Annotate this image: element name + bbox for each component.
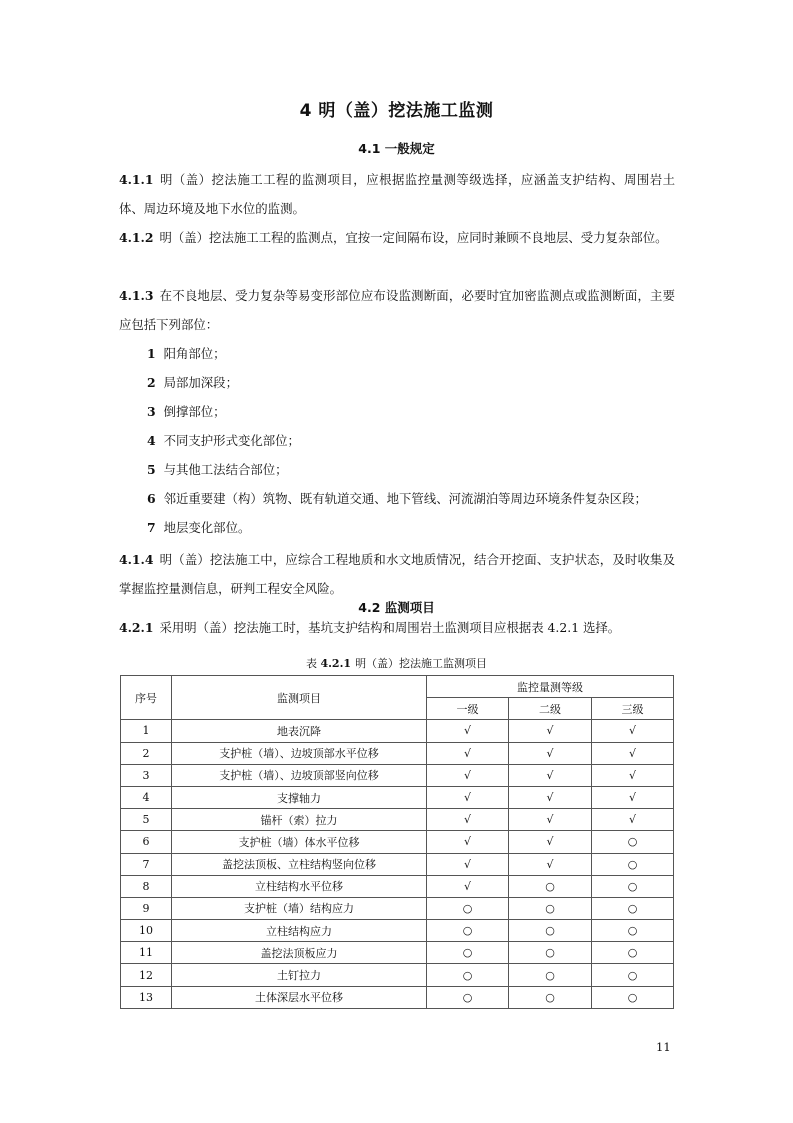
list-item-text: 与其他工法结合部位； [163, 462, 288, 477]
row-index: 3 [121, 764, 172, 786]
clause-number: 4.1.3 [119, 288, 154, 303]
row-level-2: √ [509, 764, 592, 786]
table-header-row [121, 676, 674, 698]
clause-4-2-1 [119, 613, 675, 642]
row-level-2: √ [509, 853, 592, 875]
row-index: 11 [121, 942, 172, 964]
clause-number: 4.2.1 [119, 620, 154, 635]
clause-number: 4.1.1 [119, 172, 154, 187]
clause-text: 明（盖）挖法施工工程的监测项目，应根据监控量测等级选择，应涵盖支护结构、周围岩土体、周边环境及地下水位的监测。 [119, 172, 675, 216]
row-index: 12 [121, 964, 172, 986]
list-item [147, 431, 692, 451]
row-item: 支护桩（墙）体水平位移 [172, 831, 427, 853]
list-item [147, 344, 692, 364]
row-level-3: ○ [592, 986, 674, 1008]
monitoring-items-table [120, 675, 674, 1009]
table-row [121, 942, 674, 964]
list-item [147, 373, 692, 393]
row-level-2: √ [509, 809, 592, 831]
row-level-1: √ [427, 875, 509, 897]
list-item-text: 地层变化部位。 [163, 520, 251, 535]
clause-4-1-1 [119, 165, 675, 223]
clause-number: 4.1.2 [119, 230, 154, 245]
table-caption [0, 655, 793, 671]
row-level-3: ○ [592, 897, 674, 919]
row-level-2: ○ [509, 920, 592, 942]
row-level-3: ○ [592, 964, 674, 986]
row-level-1: ○ [427, 942, 509, 964]
row-level-2: √ [509, 786, 592, 808]
row-level-2: ○ [509, 875, 592, 897]
row-level-3: √ [592, 720, 674, 742]
row-index: 5 [121, 809, 172, 831]
row-index: 10 [121, 920, 172, 942]
row-item: 支护桩（墙）结构应力 [172, 897, 427, 919]
row-level-1: √ [427, 853, 509, 875]
header-level-2: 二级 [509, 698, 592, 720]
row-index: 8 [121, 875, 172, 897]
row-index: 13 [121, 986, 172, 1008]
row-level-2: ○ [509, 897, 592, 919]
clause-text: 明（盖）挖法施工工程的监测点，宜按一定间隔布设，应同时兼顾不良地层、受力复杂部位。 [159, 230, 668, 245]
row-item: 土体深层水平位移 [172, 986, 427, 1008]
row-index: 6 [121, 831, 172, 853]
table-row [121, 897, 674, 919]
list-item-number: 7 [147, 520, 156, 535]
section-title-4-2: 4.2 监测项目 [358, 600, 435, 615]
row-level-3: ○ [592, 942, 674, 964]
table-row [121, 875, 674, 897]
table-row [121, 720, 674, 742]
row-item: 支护桩（墙）、边坡顶部水平位移 [172, 742, 427, 764]
row-item: 支护桩（墙）、边坡顶部竖向位移 [172, 764, 427, 786]
row-level-3: √ [592, 764, 674, 786]
header-level-1: 一级 [427, 698, 509, 720]
row-level-1: √ [427, 720, 509, 742]
row-level-2: √ [509, 742, 592, 764]
row-index: 1 [121, 720, 172, 742]
clause-4-1-2 [119, 223, 675, 252]
row-item: 盖挖法顶板、立柱结构竖向位移 [172, 853, 427, 875]
row-item: 支撑轴力 [172, 786, 427, 808]
list-item-number: 3 [147, 404, 156, 419]
row-item: 土钉拉力 [172, 964, 427, 986]
list-item-number: 1 [147, 346, 156, 361]
row-level-3: ○ [592, 853, 674, 875]
page-number: 11 [656, 1040, 671, 1054]
table-row [121, 853, 674, 875]
chapter-title: 4 明（盖）挖法施工监测 [299, 101, 494, 121]
row-index: 4 [121, 786, 172, 808]
list-item [147, 489, 692, 509]
table-row [121, 786, 674, 808]
row-level-1: ○ [427, 986, 509, 1008]
list-item [147, 518, 692, 538]
row-index: 7 [121, 853, 172, 875]
row-level-2: √ [509, 831, 592, 853]
row-level-1: √ [427, 764, 509, 786]
table-caption-prefix: 表 [305, 657, 317, 670]
list-item [147, 460, 692, 480]
row-item: 立柱结构水平位移 [172, 875, 427, 897]
table-caption-number: 4.2.1 [320, 657, 352, 670]
row-level-1: √ [427, 742, 509, 764]
row-level-1: √ [427, 809, 509, 831]
row-item: 立柱结构应力 [172, 920, 427, 942]
row-index: 9 [121, 897, 172, 919]
row-level-3: √ [592, 742, 674, 764]
list-item-number: 4 [147, 433, 156, 448]
clause-text: 明（盖）挖法施工中，应综合工程地质和水文地质情况，结合开挖面、支护状态，及时收集及掌握监控量测信息，研判工程安全风险。 [119, 552, 675, 596]
list-item-number: 6 [147, 491, 156, 506]
row-level-3: ○ [592, 920, 674, 942]
row-level-2: ○ [509, 964, 592, 986]
table-row [121, 920, 674, 942]
row-level-3: ○ [592, 875, 674, 897]
section-title-4-1: 4.1 一般规定 [358, 141, 435, 156]
row-level-2: ○ [509, 986, 592, 1008]
row-level-3: √ [592, 786, 674, 808]
list-item-text: 倒撑部位； [163, 404, 226, 419]
list-item-text: 不同支护形式变化部位； [163, 433, 300, 448]
row-level-3: ○ [592, 831, 674, 853]
row-item: 锚杆（索）拉力 [172, 809, 427, 831]
table-row [121, 986, 674, 1008]
header-level-3: 三级 [592, 698, 674, 720]
list-item-text: 局部加深段； [163, 375, 238, 390]
row-level-2: √ [509, 720, 592, 742]
clause-4-1-3 [119, 281, 675, 339]
clause-text: 在不良地层、受力复杂等易变形部位应布设监测断面，必要时宜加密监测点或监测断面，主要应包括下列部位： [119, 288, 675, 332]
clause-text: 采用明（盖）挖法施工时，基坑支护结构和周围岩土监测项目应根据表 4.2.1 选择。 [159, 620, 621, 635]
list-item-number: 2 [147, 375, 156, 390]
list-item [147, 402, 692, 422]
row-level-2: ○ [509, 942, 592, 964]
header-item: 监测项目 [172, 676, 427, 720]
list-item-text: 阳角部位； [163, 346, 226, 361]
list-item-number: 5 [147, 462, 156, 477]
header-index: 序号 [121, 676, 172, 720]
header-level-group: 监控量测等级 [427, 676, 674, 698]
table-row [121, 742, 674, 764]
table-caption-text: 明（盖）挖法施工监测项目 [355, 657, 488, 670]
row-index: 2 [121, 742, 172, 764]
row-item: 盖挖法顶板应力 [172, 942, 427, 964]
row-level-1: ○ [427, 920, 509, 942]
row-level-1: √ [427, 831, 509, 853]
table-row [121, 831, 674, 853]
row-level-1: ○ [427, 964, 509, 986]
row-item: 地表沉降 [172, 720, 427, 742]
row-level-3: √ [592, 809, 674, 831]
table-row [121, 809, 674, 831]
table-row [121, 964, 674, 986]
table-row [121, 764, 674, 786]
row-level-1: √ [427, 786, 509, 808]
row-level-1: ○ [427, 897, 509, 919]
clause-4-1-4 [119, 545, 675, 603]
list-item-text: 邻近重要建（构）筑物、既有轨道交通、地下管线、河流湖泊等周边环境条件复杂区段； [163, 491, 647, 506]
clause-number: 4.1.4 [119, 552, 154, 567]
